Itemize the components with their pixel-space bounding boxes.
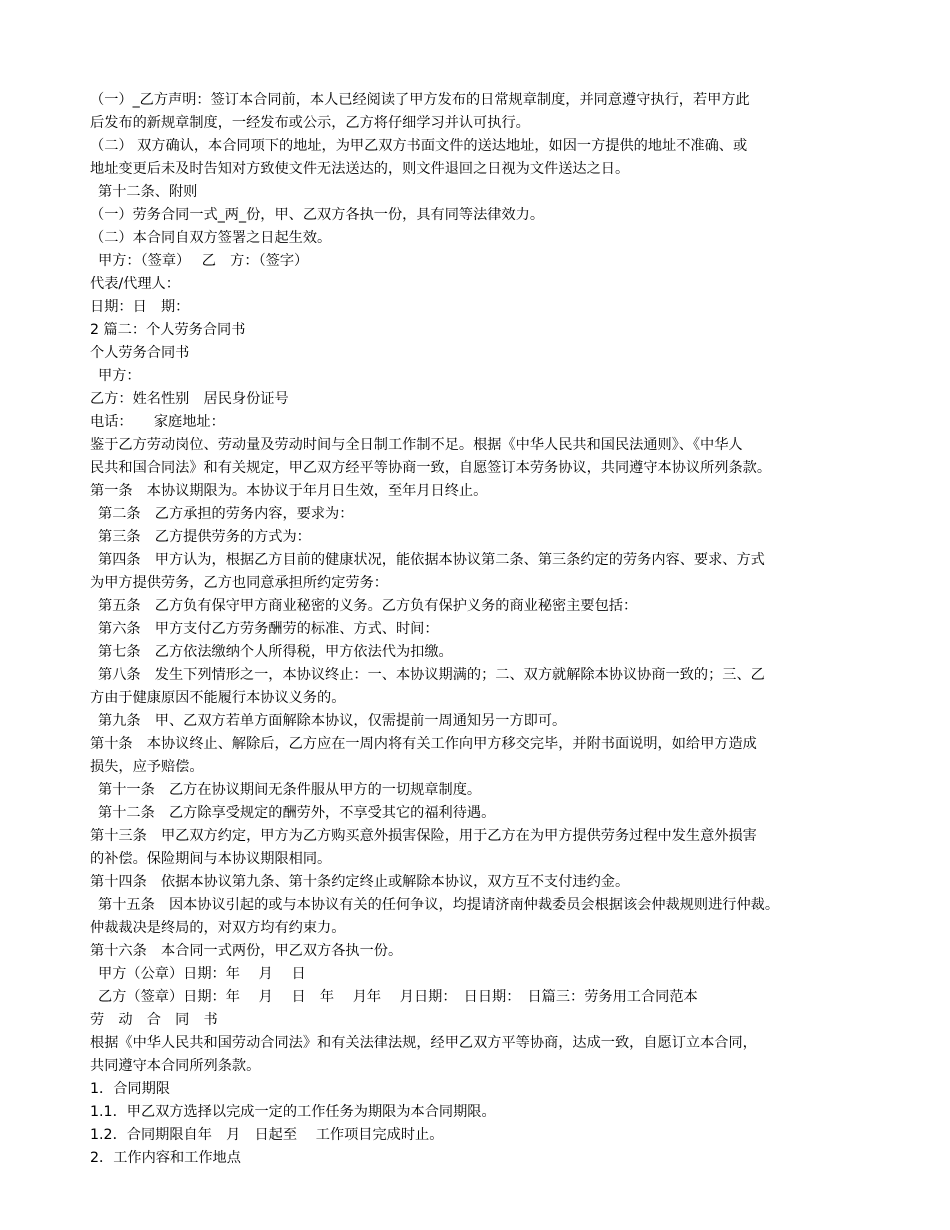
text-line: 第十五条 因本协议引起的或与本协议有关的任何争议，均提请济南仲裁委员会根据该会仲裁规则进行仲裁。 xyxy=(98,897,780,913)
text-line: （一）_乙方声明：签订本合同前，本人已经阅读了甲方发布的日常规章制度，并同意遵守执行，若甲方此 xyxy=(90,92,750,108)
text-line: （二） 双方确认，本合同项下的地址，为甲乙双方书面文件的送达地址，如因一方提供的地址不准确、或 xyxy=(90,138,748,154)
text-line: 乙方（签章）日期：年 月 日 年 月年 月日期： 日日期： 日篇三：劳务用工合同范本 xyxy=(98,989,698,1005)
text-line: 第十二条 乙方除享受规定的酬劳外，不享受其它的福利待遇。 xyxy=(98,805,496,821)
text-line: 第九条 甲、乙双方若单方面解除本协议，仅需提前一周通知另一方即可。 xyxy=(98,713,567,729)
text-line: 1．合同期限 xyxy=(90,1081,170,1097)
text-line: 甲方： xyxy=(98,368,141,384)
text-line: 第六条 甲方支付乙方劳务酬劳的标准、方式、时间： xyxy=(98,621,439,637)
text-line: 第四条 甲方认为，根据乙方目前的健康状况，能依据本协议第二条、第三条约定的劳务内容、要求、方式 xyxy=(98,552,765,568)
text-line: 第十六条 本合同一式两份，甲乙双方各执一份。 xyxy=(90,943,403,959)
text-line: 日期：日 期： xyxy=(90,299,190,315)
text-line: 甲方（公章）日期：年 月 日 xyxy=(98,966,306,982)
text-line: 个人劳务合同书 xyxy=(90,345,190,361)
text-line: 电话： 家庭地址： xyxy=(90,414,225,430)
text-line: 损失，应予赔偿。 xyxy=(90,759,204,775)
text-line: 根据《中华人民共和国劳动合同法》和有关法律法规，经甲乙双方平等协商，达成一致，自愿订立本合同， xyxy=(90,1035,757,1051)
text-line: 民共和国合同法》和有关规定，甲乙双方经平等协商一致，自愿签订本劳务协议，共同遵守本协议所列条款。 xyxy=(90,460,772,476)
text-line: 第一条 本协议期限为。本协议于年月日生效，至年月日终止。 xyxy=(90,483,488,499)
text-line: 2 篇二：个人劳务合同书 xyxy=(90,322,246,338)
text-line: 后发布的新规章制度，一经发布或公示，乙方将仔细学习并认可执行。 xyxy=(90,115,530,131)
text-line: 第八条 发生下列情形之一，本协议终止：一、本协议期满的；二、双方就解除本协议协商一致的；三、乙 xyxy=(98,667,765,683)
text-line: 第五条 乙方负有保守甲方商业秘密的义务。乙方负有保护义务的商业秘密主要包括： xyxy=(98,598,638,614)
text-line: 第十三条 甲乙双方约定，甲方为乙方购买意外损害保险，用于乙方在为甲方提供劳务过程中发生意外损害 xyxy=(90,828,757,844)
text-line: 1.2．合同期限自年 月 日起至 工作项目完成时止。 xyxy=(90,1127,444,1143)
text-line: 第三条 乙方提供劳务的方式为： xyxy=(98,529,311,545)
text-line: 的补偿。保险期间与本协议期限相同。 xyxy=(90,851,332,867)
text-line: 第十一条 乙方在协议期间无条件服从甲方的一切规章制度。 xyxy=(98,782,482,798)
text-line: 1.1．甲乙双方选择以完成一定的工作任务为期限为本合同期限。 xyxy=(90,1104,496,1120)
text-line: 鉴于乙方劳动岗位、劳动量及劳动时间与全日制工作制不足。根据《中华人民共和国民法通则》、《中华人 xyxy=(90,437,743,453)
text-line: 为甲方提供劳务，乙方也同意承担所约定劳务： xyxy=(90,575,388,591)
text-line: （一）劳务合同一式_两_份，甲、乙双方各执一份，具有同等法律效力。 xyxy=(90,207,545,223)
text-line: 劳 动 合 同 书 xyxy=(90,1012,218,1028)
text-line: 乙方：姓名性别 居民身份证号 xyxy=(90,391,289,407)
text-line: 方由于健康原因不能履行本协议义务的。 xyxy=(90,690,346,706)
text-line: 第十二条、附则 xyxy=(98,184,198,200)
text-line: 第二条 乙方承担的劳务内容，要求为： xyxy=(98,506,354,522)
text-line: 代表/代理人： xyxy=(90,276,180,292)
text-line: 第七条 乙方依法缴纳个人所得税，甲方依法代为扣缴。 xyxy=(98,644,453,660)
text-line: 地址变更后未及时告知对方致使文件无法送达的，则文件退回之日视为文件送达之日。 xyxy=(90,161,630,177)
text-line: 仲裁裁决是终局的，对双方均有约束力。 xyxy=(90,920,346,936)
text-line: 第十条 本协议终止、解除后，乙方应在一周内将有关工作向甲方移交完毕，并附书面说明，如给甲方造成 xyxy=(90,736,757,752)
text-line: 甲方：（签章） 乙 方：（签字） xyxy=(98,253,309,269)
document-body xyxy=(90,89,880,1170)
text-line: 2．工作内容和工作地点 xyxy=(90,1150,241,1166)
text-line: 第十四条 依据本协议第九条、第十条约定终止或解除本协议，双方互不支付违约金。 xyxy=(90,874,630,890)
text-line: （二）本合同自双方签署之日起生效。 xyxy=(90,230,332,246)
text-line: 共同遵守本合同所列条款。 xyxy=(90,1058,261,1074)
